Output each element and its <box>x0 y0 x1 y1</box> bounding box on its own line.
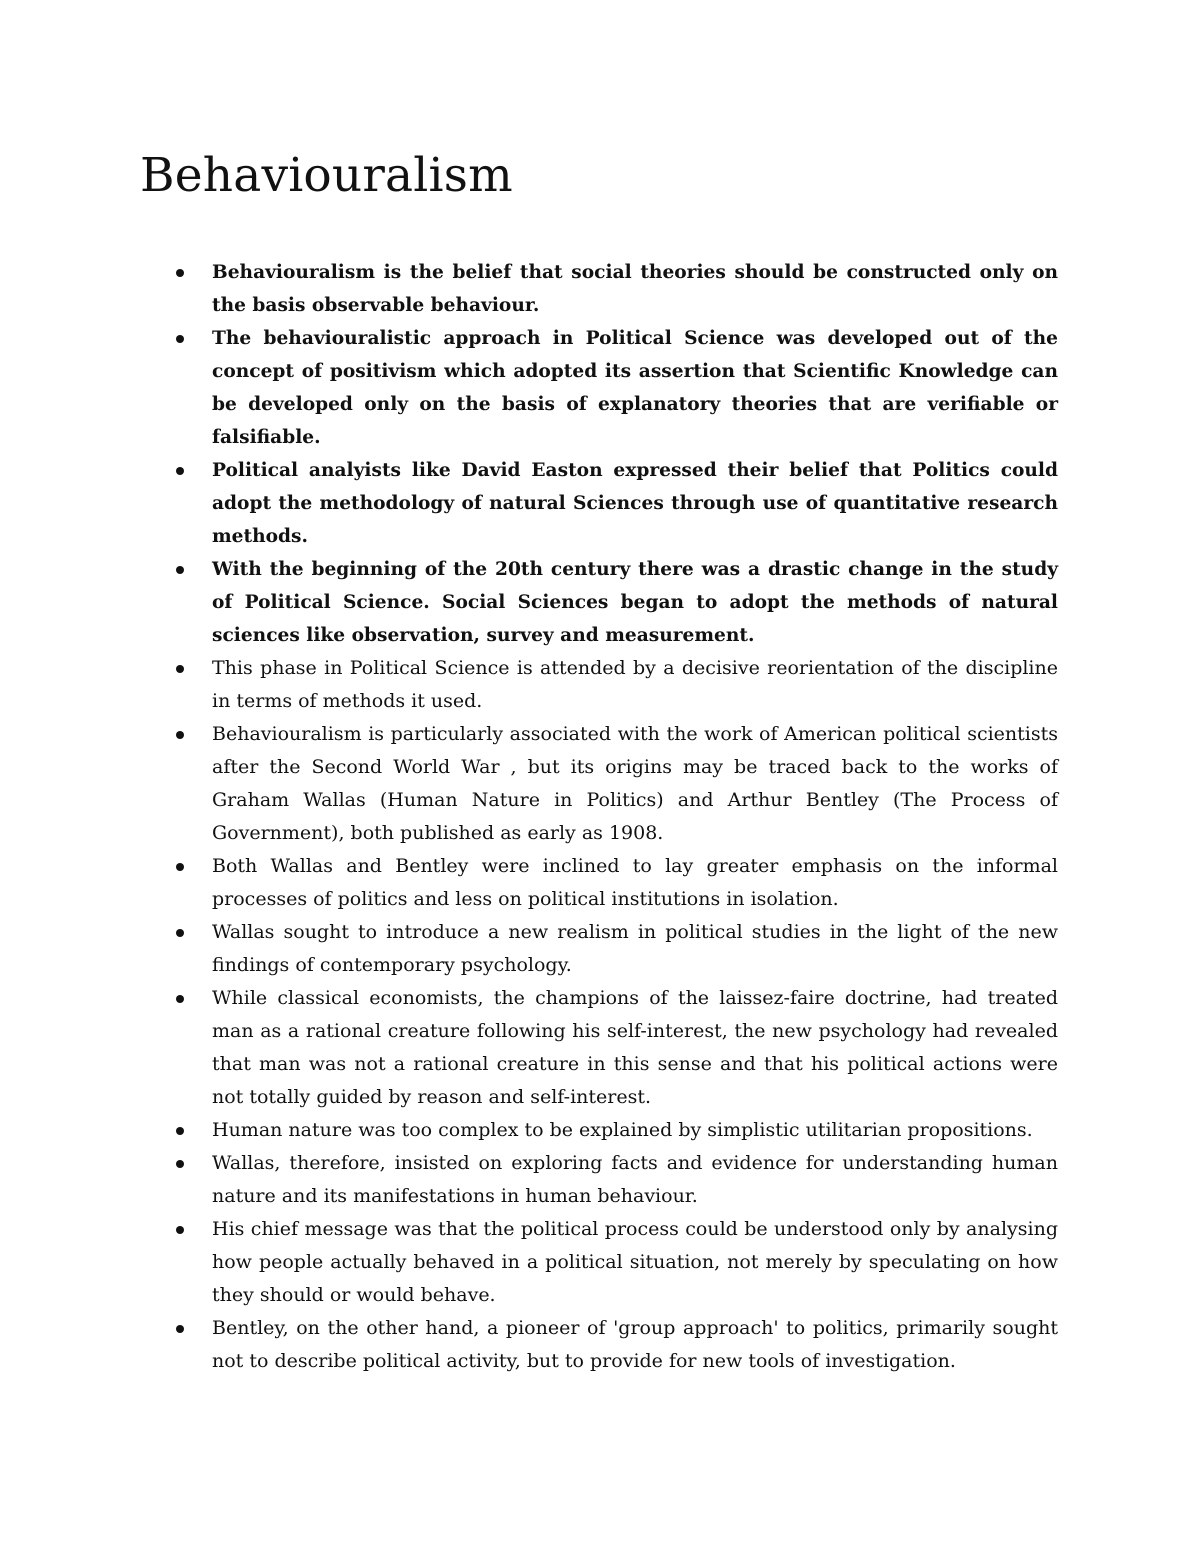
list-item-text: His chief message was that the political process could be understood only by analysing how people actually behaved in a political situation, not merely by speculating on how they should or would behave. <box>212 1218 1058 1306</box>
bullet-icon <box>176 863 184 871</box>
list-item-text: Wallas sought to introduce a new realism in political studies in the light of the new findings of contemporary psychology. <box>212 921 1058 976</box>
bullet-icon <box>176 467 184 475</box>
list-item <box>176 1114 1058 1147</box>
bullet-icon <box>176 995 184 1003</box>
list-item-text: With the beginning of the 20th century there was a drastic change in the study of Political Science. Social Sciences began to adopt the methods of natural sciences like observation, survey and measurement. <box>212 559 1058 646</box>
bullet-icon <box>176 665 184 673</box>
list-item <box>176 256 1058 322</box>
bullet-icon <box>176 1160 184 1168</box>
list-item <box>176 1147 1058 1213</box>
list-item <box>176 454 1058 553</box>
list-item-text: While classical economists, the champions of the laissez-faire doctrine, had treated man as a rational creature following his self-interest, the new psychology had revealed that man was not a rational creature in this sense and that his political actions were not totally guided by reason and self-interest. <box>212 987 1058 1108</box>
list-item-text: Behaviouralism is particularly associated with the work of American political scientists after the Second World War , but its origins may be traced back to the works of Graham Wallas (Human Nature in Politics) and Arthur Bentley (The Process of Government), both published as early as 1908. <box>212 723 1058 844</box>
list-item-text: Wallas, therefore, insisted on exploring facts and evidence for understanding human nature and its manifestations in human behaviour. <box>212 1152 1058 1207</box>
list-item-text: The behaviouralistic approach in Political Science was developed out of the concept of positivism which adopted its assertion that Scientific Knowledge can be developed only on the basis of explanatory theories that are verifiable or falsifiable. <box>212 328 1058 448</box>
list-item <box>176 916 1058 982</box>
list-item <box>176 322 1058 454</box>
list-item-text: Behaviouralism is the belief that social theories should be constructed only on the basis observable behaviour. <box>212 262 1058 316</box>
list-item <box>176 850 1058 916</box>
bullet-list <box>176 256 1058 1378</box>
bullet-icon <box>176 1226 184 1234</box>
page-title: Behaviouralism <box>140 148 513 203</box>
list-item-text: This phase in Political Science is attended by a decisive reorientation of the discipline in terms of methods it used. <box>212 657 1058 712</box>
list-item-text: Human nature was too complex to be explained by simplistic utilitarian propositions. <box>212 1119 1033 1141</box>
list-item-text: Political analyists like David Easton expressed their belief that Politics could adopt the methodology of natural Sciences through use of quantitative research methods. <box>212 460 1058 547</box>
list-item-text: Bentley, on the other hand, a pioneer of 'group approach' to politics, primarily sought not to describe political activity, but to provide for new tools of investigation. <box>212 1317 1058 1372</box>
bullet-icon <box>176 566 184 574</box>
bullet-icon <box>176 1127 184 1135</box>
list-item <box>176 553 1058 652</box>
bullet-icon <box>176 1325 184 1333</box>
bullet-icon <box>176 731 184 739</box>
list-item <box>176 1213 1058 1312</box>
list-item <box>176 652 1058 718</box>
bullet-icon <box>176 929 184 937</box>
bullet-icon <box>176 269 184 277</box>
bullet-icon <box>176 335 184 343</box>
list-item-text: Both Wallas and Bentley were inclined to lay greater emphasis on the informal processes of politics and less on political institutions in isolation. <box>212 855 1058 910</box>
list-item <box>176 1312 1058 1378</box>
list-item <box>176 982 1058 1114</box>
list-item <box>176 718 1058 850</box>
